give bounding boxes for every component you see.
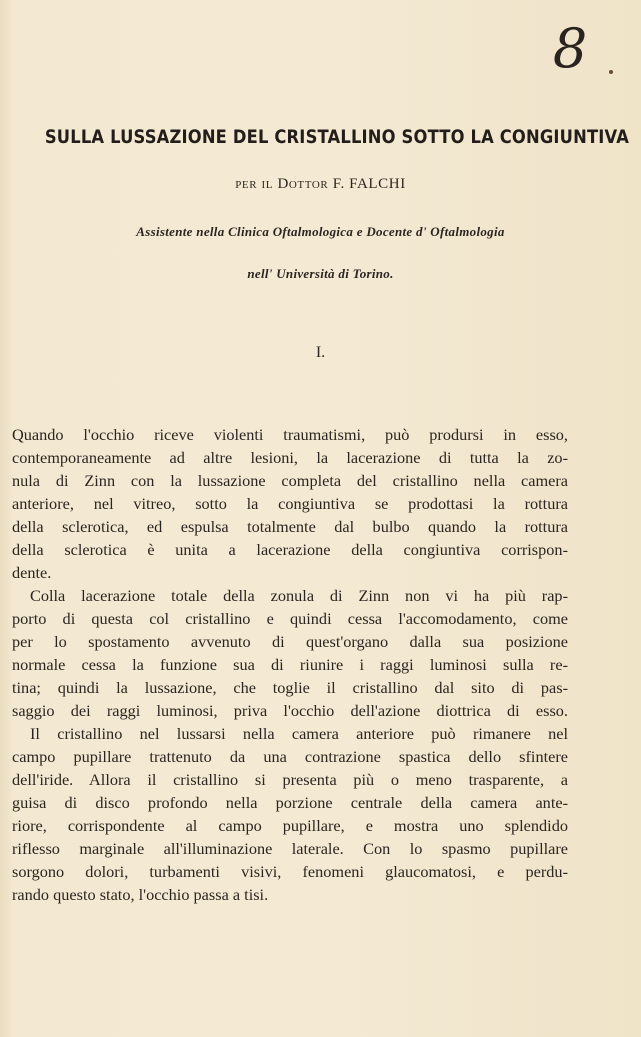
text-line: per lo spostamento avvenuto di quest'organo dalla sua posizione bbox=[12, 632, 568, 651]
text-line: tina; quindi la lussazione, che toglie il cristallino dal sito di pas- bbox=[12, 678, 568, 697]
article-title: SULLA LUSSAZIONE DEL CRISTALLINO SOTTO LA CONGIUNTIVA bbox=[44, 126, 630, 148]
text-line: contemporaneamente ad altre lesioni, la lacerazione di tutta la zo- bbox=[12, 448, 568, 467]
text-line: dell'iride. Allora il cristallino si presenta più o meno trasparente, a bbox=[12, 770, 568, 789]
ink-dot bbox=[609, 70, 613, 74]
text-line: nula di Zinn con la lussazione completa del cristallino nella camera bbox=[12, 471, 568, 490]
text-line: saggio dei raggi luminosi, priva l'occhio dell'azione diottrica di esso. bbox=[12, 701, 568, 720]
body-text bbox=[12, 423, 568, 906]
text-line: della sclerotica, ed espulsa totalmente dal bulbo quando la rottura bbox=[12, 517, 568, 536]
text-line: guisa di disco profondo nella porzione centrale della camera ante- bbox=[12, 793, 568, 812]
text-line: normale cessa la funzione sua di riunire i raggi luminosi sulla re- bbox=[12, 655, 568, 674]
text-line: dente. bbox=[12, 563, 52, 582]
author-byline bbox=[0, 176, 641, 193]
text-line: porto di questa col cristallino e quindi cessa l'accomodamento, come bbox=[12, 609, 568, 628]
text-line: Colla lacerazione totale della zonula di Zinn non vi ha più rap- bbox=[30, 586, 568, 605]
text-line: riore, corrispondente al campo pupillare, e mostra uno splendido bbox=[12, 816, 568, 835]
text-line: campo pupillare trattenuto da una contrazione spastica dello sfintere bbox=[12, 747, 568, 766]
paragraph-2 bbox=[12, 584, 568, 722]
author-name: F. FALCHI bbox=[332, 176, 406, 192]
author-affiliation-line-2: nell' Università di Torino. bbox=[247, 266, 394, 281]
handwritten-page-number: 8 bbox=[552, 17, 588, 80]
text-line: della sclerotica è unita a lacerazione della congiuntiva corrispon- bbox=[12, 540, 568, 559]
text-line: rando questo stato, l'occhio passa a tisi. bbox=[12, 885, 269, 904]
paragraph-3 bbox=[12, 722, 568, 906]
text-line: anteriore, nel vitreo, sotto la congiuntiva se prodottasi la rottura bbox=[12, 494, 568, 513]
text-line: riflesso marginale all'illuminazione laterale. Con lo spasmo pupillare bbox=[12, 839, 568, 858]
text-line: Il cristallino nel lussarsi nella camera anteriore può rimanere nel bbox=[30, 724, 568, 743]
text-line: sorgono dolori, turbamenti visivi, fenomeni glaucomatosi, e perdu- bbox=[12, 862, 568, 881]
text-line: Quando l'occhio riceve violenti traumatismi, può prodursi in esso, bbox=[12, 425, 568, 444]
section-number: I. bbox=[315, 344, 326, 361]
author-affiliation-line-1: Assistente nella Clinica Oftalmologica e Docente d' Oftalmologia bbox=[136, 224, 505, 239]
paragraph-1 bbox=[12, 423, 568, 584]
byline-prefix: per il Dottor bbox=[235, 176, 329, 192]
